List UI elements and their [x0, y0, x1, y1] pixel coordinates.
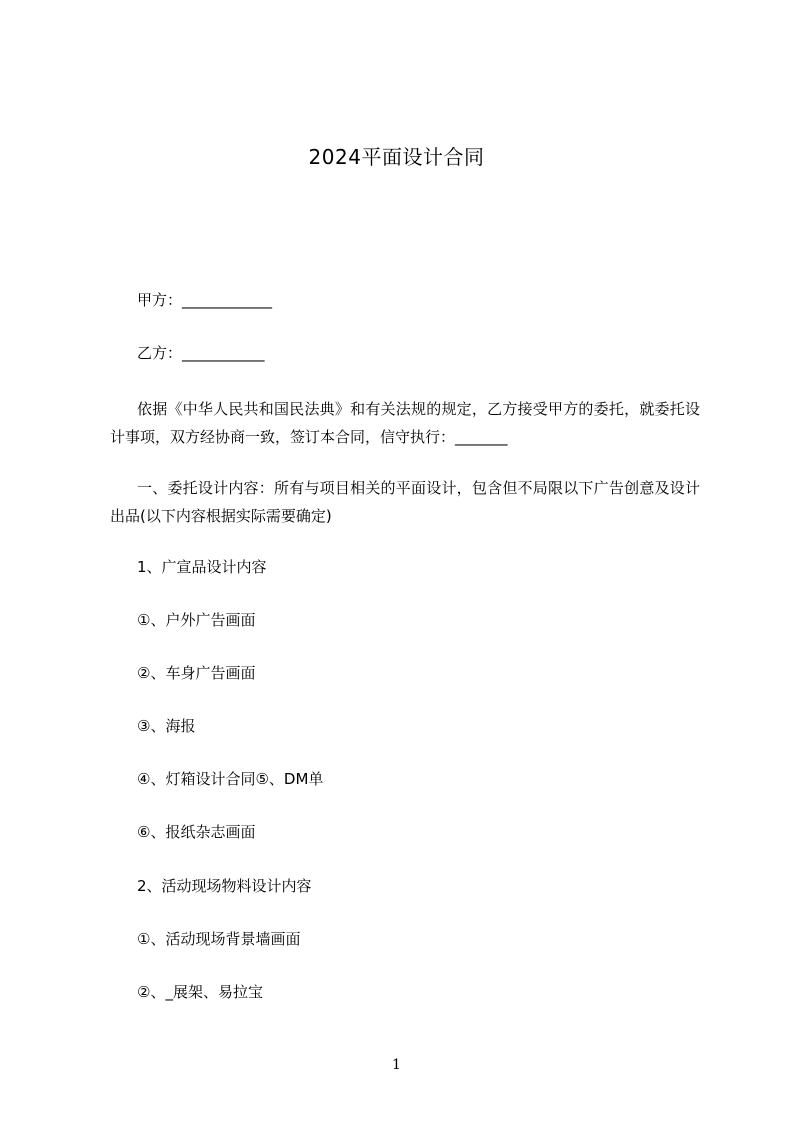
- document-title: 2024平面设计合同: [308, 145, 485, 169]
- list-item: ①、户外广告画面: [137, 611, 256, 629]
- list-item: ②、车身广告画面: [137, 664, 256, 682]
- party-b-line: 乙方：___________: [137, 344, 265, 362]
- page-number: 1: [392, 1057, 401, 1073]
- party-a-line: 甲方：____________: [137, 291, 273, 309]
- section-1-paragraph: 一、委托设计内容：所有与项目相关的平面设计，包含但不局限以下广告创意及设计出品(以下内容根据实际需要确定): [110, 479, 700, 525]
- list-item: ③、海报: [137, 717, 196, 735]
- list-item: ④、灯箱设计合同⑤、DM单: [137, 770, 324, 788]
- intro-paragraph: 依据《中华人民共和国民法典》和有关法规的规定，乙方接受甲方的委托，就委托设计事项，双方经协商一致，签订本合同，信守执行：_______: [110, 400, 700, 446]
- list-item: 1、广宣品设计内容: [137, 558, 267, 576]
- list-item: ①、活动现场背景墙画面: [137, 930, 301, 948]
- list-item: ②、_展架、易拉宝: [137, 983, 263, 1001]
- list-item: 2、活动现场物料设计内容: [137, 877, 312, 895]
- list-item: ⑥、报纸杂志画面: [137, 823, 256, 841]
